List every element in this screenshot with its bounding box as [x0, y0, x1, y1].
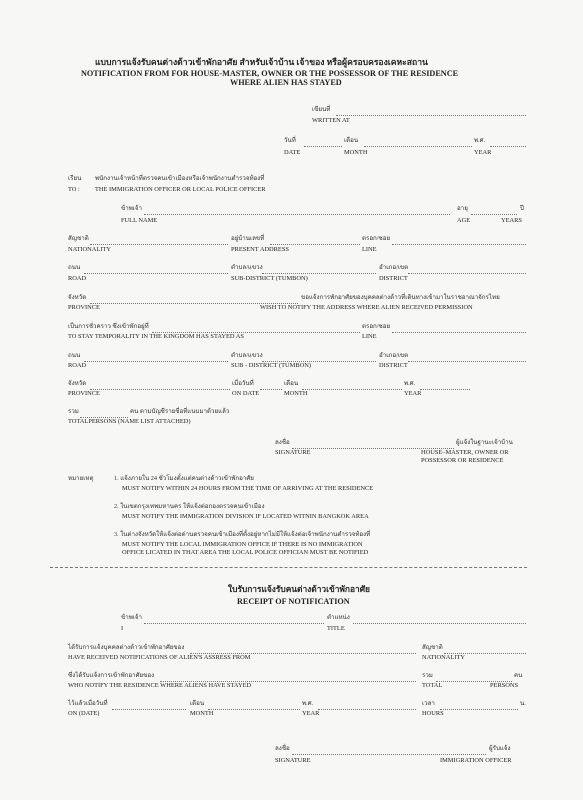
note-2-th: 2. ในเขตกรุงเทพมหานคร ให้แจ้งต่อกองตรวจคนเข้าเมือง	[114, 503, 265, 510]
years-label-en: YEARS	[501, 217, 522, 224]
receipt-title-th: ใบรับการแจ้งรับคนต่างด้าวเข้าพักอาศัย	[228, 585, 370, 594]
to-text-en: THE IMMIGRATION OFFICER OR LOCAL POLICE OFFICER	[95, 186, 266, 193]
month-field[interactable]	[364, 146, 472, 147]
receipt-persons-label-en: PERSONS	[490, 682, 519, 689]
stay-label-th: เป็นการชั่วคราว ซึ่งเข้าพักอยู่ที่	[68, 323, 149, 330]
receipt-month-field[interactable]	[208, 709, 300, 710]
subdistrict-label-en: SUB-DISTRICT (TUMBON)	[231, 275, 308, 282]
address-label-th: อยู่บ้านเลขที่	[231, 235, 265, 242]
road2-label-th: ถนน	[68, 352, 81, 359]
receipt-have-received-th: ได้รับการแจ้งบุคคลต่างด้าวเข้าพักอาศัยของ	[68, 644, 185, 651]
receipt-who-notify-th: ซึ่งได้รับแจ้งการเข้าพักอาศัยของ	[68, 672, 155, 679]
to-label-th: เรียน	[68, 175, 82, 182]
receipt-date-field[interactable]	[112, 709, 186, 710]
province-label-th: จังหวัด	[68, 294, 87, 301]
month2-field[interactable]	[302, 389, 402, 390]
note-1-th: 1. แจ้งภายใน 24 ชั่วโมงตั้งแต่คนต่างด้าวเข้าพักอาศัย	[114, 475, 254, 482]
subdistrict2-label-th: ตำบล/แขวง	[231, 352, 263, 359]
stay-line-label-en: LINE	[362, 333, 377, 340]
month2-label-en: MONTH	[284, 390, 308, 397]
receipt-month-label-en: MONTH	[190, 710, 214, 717]
to-text-th: พนักงานเจ้าหน้าที่ตรวจคนเข้าเมืองหรือเจ้าพนักงานตำรวจท้องที่	[95, 175, 265, 182]
to-label-en: TO :	[68, 186, 80, 193]
receipt-on-date-label-en: ON (DATE)	[68, 710, 100, 717]
years-label-th: ปี	[520, 205, 524, 212]
line-label-en: LINE	[362, 246, 377, 253]
address-label-en: PRESENT ADDRESS	[231, 246, 289, 253]
receipt-receiver-label-th: ผู้รับแจ้ง	[489, 745, 511, 752]
cut-line-divider	[50, 567, 527, 568]
receipt-hours-label-en: HOURS	[422, 710, 444, 717]
note-2-en: MUST NOTIFY THE IMMIGRATION DIVISION IF LOCATED WITNIN BANGKOK AREA	[122, 513, 369, 520]
road-label-en: ROAD	[68, 275, 87, 282]
receipt-who-notify-en: WHO NOTIFY THE RESIDENCE WHERE ALIENS HAVE STAYED	[68, 682, 252, 689]
year-label-en: YEAR	[474, 149, 492, 156]
receipt-position-label-en: TITLE	[327, 625, 345, 632]
nationality-label-en: NATIONALITY	[68, 246, 111, 253]
receipt-signature-label-th: ลงชื่อ	[275, 745, 290, 752]
subdistrict-label-th: ตำบล/แขวง	[231, 264, 263, 271]
receipt-year-label-en: YEAR	[302, 710, 320, 717]
year2-label-th: พ.ศ.	[404, 380, 416, 387]
signature-label-th: ลงชื่อ	[275, 439, 290, 446]
receipt-time-field[interactable]	[440, 709, 518, 710]
stay-label-en: TO STAY TEMPORALITY IN THE KINGDOM HAS STAYED AS	[68, 333, 244, 340]
total-label-th: รวม	[68, 408, 79, 415]
form-title-english-1: NOTIFICATION FROM FOR HOUSE-MASTER, OWNER OR THE POSSESSOR OF THE RESIDENCE	[81, 69, 459, 78]
receipt-have-received-en: HAVE RECEIVED NOTIFICATIONS OF ALIEN'S ASSRESS FROM	[68, 654, 251, 661]
receipt-nationality-label-en: NATIONALITY	[422, 654, 465, 661]
receipt-total-label-th: รวม	[422, 672, 433, 679]
subdistrict-field[interactable]	[262, 273, 376, 274]
receipt-i-label-en: I	[121, 625, 124, 632]
year-label-th: พ.ศ.	[474, 137, 486, 144]
written-at-field[interactable]	[336, 115, 526, 116]
on-date-field[interactable]	[260, 389, 282, 390]
full-name-field[interactable]	[144, 214, 450, 215]
wish-notify-text-en: WISH TO NOTIFY THE ADDRESS WHERE ALIEN RECEIVED PERMISSION	[260, 304, 473, 311]
road-field[interactable]	[84, 273, 228, 274]
note-3-en-1: MUST NOTIFY THE LOCAL IMMIGRATION OFFICE IF THERE IS NO IMMIGRATION	[122, 541, 363, 548]
month-label-th: เดือน	[344, 137, 359, 144]
form-title-english-2: WHERE ALIEN HAS STAYED	[230, 78, 342, 87]
receipt-time-label-th: เวลา	[422, 700, 435, 707]
receipt-year-field[interactable]	[318, 709, 416, 710]
district-label-en: DISTRICT	[379, 275, 408, 282]
district2-field[interactable]	[408, 361, 526, 362]
age-label-th: อายุ	[457, 205, 468, 212]
on-date-label-th: เมื่อวันที่	[232, 380, 254, 387]
province-label-en: PROVINCE	[68, 304, 100, 311]
receipt-title-en: RECEIPT OF NOTIFICATION	[237, 597, 350, 606]
district-field[interactable]	[408, 273, 526, 274]
on-date-label-en: ON DATE	[232, 390, 260, 397]
year2-label-en: YEAR	[404, 390, 422, 397]
total-persons-label-en: TOTALPERSONS (NAME LIST ATTACHED)	[68, 418, 191, 425]
nationality-field[interactable]	[90, 244, 228, 245]
date-field[interactable]	[304, 146, 342, 147]
date-label-th: วันที่	[284, 137, 296, 144]
receipt-immigration-officer-label: IMMIGRATION OFFICER	[440, 757, 512, 764]
month-label-en: MONTH	[344, 149, 368, 156]
road-label-th: ถนน	[68, 264, 81, 271]
written-at-label-en: WRITTEN AT	[312, 117, 350, 124]
name-list-text-th: คน ตามบัญชีรายชื่อที่แนบมาด้วยแล้ว	[130, 408, 230, 415]
district-label-th: อำเภอ/เขต	[379, 264, 409, 271]
receipt-position-label-th: ตำแหน่ง	[327, 614, 350, 621]
road2-label-en: ROAD	[68, 362, 87, 369]
age-field[interactable]	[471, 214, 517, 215]
receipt-officer-name-field[interactable]	[144, 623, 324, 624]
written-at-label-th: เขียนที่	[312, 106, 331, 113]
subdistrict2-label-en: SUB - DISTRICT (TUMBON)	[231, 362, 311, 369]
note-3-en-2: OFFICE LICATED IN THAT AREA THE LOCAL POLICE OFFICIAN MUST BE NOTIFIED	[122, 549, 369, 556]
address-field[interactable]	[270, 244, 360, 245]
signature-label-en: SIGNATURE	[275, 449, 311, 456]
receipt-signature-field[interactable]	[292, 754, 486, 755]
province2-label-th: จังหวัด	[68, 380, 87, 387]
receipt-on-date-label-th: ไว้แล้วเมื่อวันที่	[68, 700, 108, 707]
full-name-label-th: ข้าพเจ้า	[121, 205, 142, 212]
year2-field[interactable]	[420, 389, 470, 390]
nationality-label-th: สัญชาติ	[68, 235, 89, 242]
house-master-label-1: HOUSE–MASTER, OWNER OR	[421, 449, 509, 456]
age-label-en: AGE	[457, 217, 471, 224]
district2-label-th: อำเภอ/เขต	[379, 352, 409, 359]
province2-field[interactable]	[90, 389, 230, 390]
note-3-th: 3. ในต่างจังหวัดให้แจ้งต่อด่านตรวจคนเข้าเมืองที่ตั้งอยู่หากไม่มีให้แจ้งต่อเจ้าพนักงานตำรวจท้องที่	[114, 531, 371, 538]
wish-notify-text-th: ขอแจ้งการพักอาศัยของบุคคลต่างด้าวที่เดินทางเข้ามาในราชอาณาจักรไทย	[301, 294, 500, 301]
notifier-role-th: ผู้แจ้งในฐานะเจ้าบ้าน	[456, 439, 513, 446]
month2-label-th: เดือน	[284, 380, 299, 387]
receipt-minute-label-th: น.	[520, 700, 526, 707]
date-label-en: DATE	[284, 149, 301, 156]
road2-field[interactable]	[84, 361, 228, 362]
line-field[interactable]	[392, 244, 526, 245]
receipt-month-label-th: เดือน	[190, 700, 205, 707]
note-1-en: MUST NOTIFY WITHIN 24 HOURS FROM THE TIME OF ARRIVING AT THE RESIDENCE	[122, 485, 374, 492]
receipt-persons-label-th: คน	[514, 672, 523, 679]
year-field[interactable]	[490, 146, 526, 147]
form-title-thai: แบบการแจ้งรับคนต่างด้าวเข้าพักอาศัย สำหรับเจ้าบ้าน เจ้าของ หรือผู้ครอบครองเคหะสถาน	[95, 57, 428, 67]
house-master-label-2: POSSESSOR OR RESIDENCE	[421, 457, 504, 464]
province2-label-en: PROVINCE	[68, 390, 100, 397]
receipt-year-label-th: พ.ศ.	[302, 700, 314, 707]
receipt-i-label-th: ข้าพเจ้า	[121, 614, 142, 621]
receipt-signature-label-en: SIGNATURE	[275, 757, 311, 764]
full-name-label-en: FULL NAME	[121, 217, 158, 224]
stay-line-field[interactable]	[392, 332, 526, 333]
receipt-nationality-label-th: สัญชาติ	[422, 644, 443, 651]
receipt-total-label-en: TOTAL	[422, 682, 443, 689]
receipt-position-field[interactable]	[353, 623, 526, 624]
stay-line-label-th: ตรอก/ซอย	[362, 323, 391, 330]
line-label-th: ตรอก/ซอย	[362, 235, 391, 242]
remarks-label: หมายเหตุ	[68, 475, 94, 482]
district2-label-en: DISTRICT	[379, 362, 408, 369]
